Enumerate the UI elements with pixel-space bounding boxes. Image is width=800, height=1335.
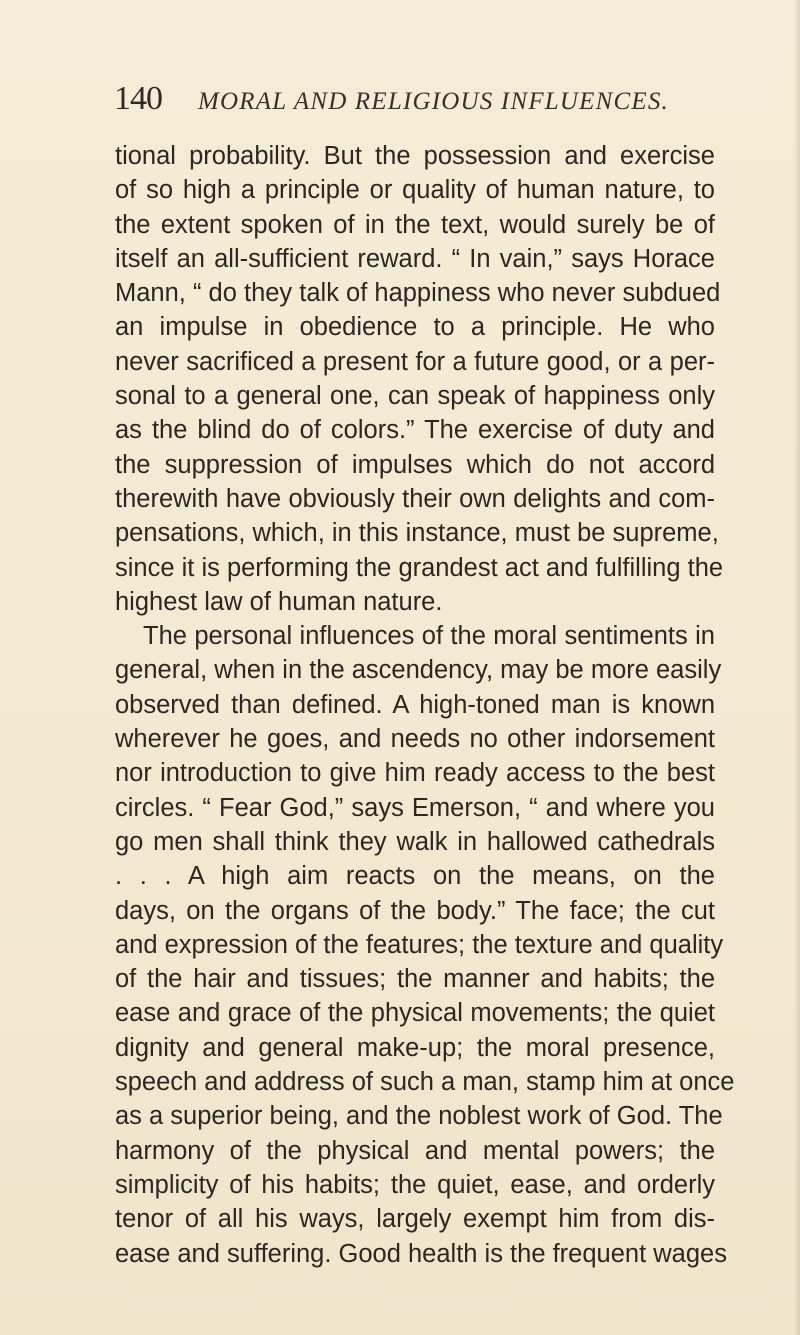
text-line: and expression of the features; the texture and quality [115,930,724,959]
text-line: sonal to a general one, can speak of happiness only [115,382,715,411]
body-text [115,139,735,1271]
page-edge-shadow [794,0,800,1335]
text-line: itself an all-sufficient reward. “ In vain,” says Horace [115,244,715,273]
text-line: never sacrificed a present for a future good, or a per- [115,347,715,376]
text-line: days, on the organs of the body.” The face; the cut [115,896,715,925]
text-line: general, when in the ascendency, may be more easily [115,656,722,685]
text-line: Mann, “ do they talk of happiness who never subdued [115,279,721,308]
text-line: speech and address of such a man, stamp him at once [115,1068,735,1097]
text-line: simplicity of his habits; the quiet, ease, and orderly [115,1170,715,1199]
text-line: nor introduction to give him ready access to the best [115,759,715,788]
text-line: the extent spoken of in the text, would surely be of [115,210,715,239]
text-line: as the blind do of colors.” The exercise of duty and [115,416,715,445]
text-line: harmony of the physical and mental powers; the [115,1136,715,1165]
text-line: . . . A high aim reacts on the means, on the [115,862,715,891]
text-line: since it is performing the grandest act and fulfilling the [115,553,724,582]
text-line: tional probability. But the possession and exercise [115,142,715,170]
text-line: an impulse in obedience to a principle. He who [115,313,715,342]
text-line: observed than defined. A high-toned man is known [115,690,715,719]
paragraph-start-line: The personal influences of the moral sentiments in [143,622,715,651]
text-line: the suppression of impulses which do not accord [115,450,715,479]
text-line: pensations, which, in this instance, must be supreme, [115,519,719,548]
text-line: of the hair and tissues; the manner and habits; the [115,965,715,994]
text-line: go men shall think they walk in hallowed cathedrals [115,827,715,856]
text-line: wherever he goes, and needs no other indorsement [115,725,715,754]
paragraph-end-line: highest law of human nature. [115,587,443,616]
page-number: 140 [114,80,162,117]
running-title: MORAL AND RELIGIOUS INFLUENCES. [198,88,670,115]
text-line: ease and suffering. Good health is the frequent wages [115,1239,727,1268]
running-head [114,80,714,120]
text-line: dignity and general make-up; the moral presence, [115,1033,715,1062]
text-line: ease and grace of the physical movements; the quiet [115,999,715,1028]
text-line: circles. “ Fear God,” says Emerson, “ and where you [115,793,715,822]
text-line: of so high a principle or quality of human nature, to [115,176,715,205]
text-line: tenor of all his ways, largely exempt him from dis- [115,1205,715,1234]
text-line: as a superior being, and the noblest work of God. The [115,1102,723,1131]
text-line: therewith have obviously their own delights and com- [115,484,715,513]
